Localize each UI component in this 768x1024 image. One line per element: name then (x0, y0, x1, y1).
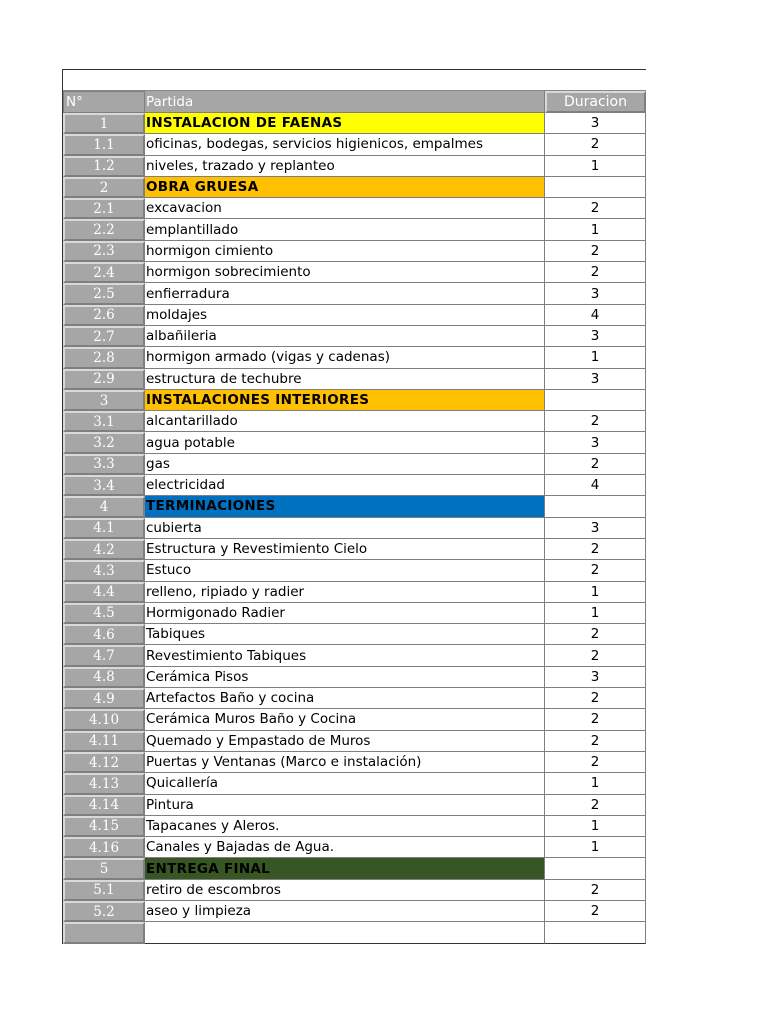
table-body (63, 113, 646, 944)
duracion-cell[interactable] (545, 390, 646, 411)
item-number-cell[interactable]: 1.2 (63, 156, 145, 177)
section-row (63, 496, 646, 517)
table-row (63, 369, 646, 390)
duracion-cell[interactable]: 2 (545, 198, 646, 219)
table-row (63, 432, 646, 453)
duracion-cell[interactable]: 3 (545, 432, 646, 453)
item-number-cell[interactable]: 3.2 (63, 432, 145, 453)
duracion-cell[interactable]: 2 (545, 731, 646, 752)
table-row (63, 582, 646, 603)
item-number-cell[interactable]: 2.7 (63, 326, 145, 347)
item-number-cell[interactable]: 2.3 (63, 241, 145, 262)
item-number-cell[interactable]: 3.3 (63, 454, 145, 475)
partida-cell[interactable]: INSTALACION DE FAENAS (145, 113, 545, 134)
section-row (63, 113, 646, 134)
table-row (63, 198, 646, 219)
item-number-cell[interactable]: 4.8 (63, 667, 145, 688)
partida-cell[interactable]: Quemado y Empastado de Muros (145, 731, 545, 752)
duracion-cell[interactable] (545, 922, 646, 943)
duracion-cell[interactable]: 1 (545, 603, 646, 624)
partida-cell[interactable]: hormigon armado (vigas y cadenas) (145, 347, 545, 368)
item-number-cell[interactable]: 2.8 (63, 347, 145, 368)
duracion-cell[interactable]: 2 (545, 539, 646, 560)
item-number-cell[interactable]: 5.2 (63, 901, 145, 922)
item-number-cell[interactable]: 3.4 (63, 475, 145, 496)
item-number-cell[interactable]: 4.2 (63, 539, 145, 560)
table-row (63, 795, 646, 816)
table-row (63, 752, 646, 773)
item-number-cell[interactable]: 1 (63, 113, 145, 134)
duracion-cell[interactable]: 2 (545, 241, 646, 262)
duracion-cell[interactable]: 2 (545, 880, 646, 901)
partida-cell[interactable]: cubierta (145, 518, 545, 539)
duracion-cell[interactable]: 4 (545, 475, 646, 496)
table-row (63, 347, 646, 368)
partida-cell[interactable]: Hormigonado Radier (145, 603, 545, 624)
item-number-cell[interactable]: 4.12 (63, 752, 145, 773)
duracion-cell[interactable]: 1 (545, 347, 646, 368)
section-row (63, 390, 646, 411)
duracion-cell[interactable]: 3 (545, 369, 646, 390)
item-number-cell[interactable]: 2.2 (63, 219, 145, 240)
table-row (63, 773, 646, 794)
duracion-cell[interactable]: 1 (545, 816, 646, 837)
partida-cell[interactable]: Estuco (145, 560, 545, 581)
duracion-cell[interactable]: 1 (545, 219, 646, 240)
partida-cell[interactable]: albañileria (145, 326, 545, 347)
partida-cell[interactable]: retiro de escombros (145, 880, 545, 901)
partida-cell[interactable]: OBRA GRUESA (145, 177, 545, 198)
duracion-cell[interactable]: 3 (545, 518, 646, 539)
table-row (63, 645, 646, 666)
table-row (63, 326, 646, 347)
item-number-cell[interactable]: 2.9 (63, 369, 145, 390)
blank-top-row[interactable] (63, 70, 646, 91)
partida-cell[interactable]: excavacion (145, 198, 545, 219)
item-number-cell[interactable]: 4.10 (63, 709, 145, 730)
duracion-cell[interactable]: 2 (545, 901, 646, 922)
item-number-cell[interactable]: 5 (63, 858, 145, 879)
table-row (63, 688, 646, 709)
item-number-cell[interactable]: 4.9 (63, 688, 145, 709)
table-row (63, 156, 646, 177)
partida-cell[interactable]: electricidad (145, 475, 545, 496)
partida-cell[interactable]: Quicallería (145, 773, 545, 794)
duracion-cell[interactable]: 1 (545, 773, 646, 794)
item-number-cell[interactable]: 4.3 (63, 560, 145, 581)
table-row (63, 731, 646, 752)
duracion-cell[interactable]: 3 (545, 113, 646, 134)
table-row (63, 667, 646, 688)
item-number-cell[interactable]: 4.4 (63, 582, 145, 603)
partida-cell[interactable]: Tabiques (145, 624, 545, 645)
item-number-cell[interactable]: 3 (63, 390, 145, 411)
partida-cell[interactable]: Cerámica Muros Baño y Cocina (145, 709, 545, 730)
partida-cell[interactable]: gas (145, 454, 545, 475)
header-num-cell[interactable]: N° (63, 91, 145, 113)
duracion-cell[interactable]: 2 (545, 624, 646, 645)
partida-cell[interactable]: TERMINACIONES (145, 496, 545, 517)
item-number-cell[interactable]: 2.1 (63, 198, 145, 219)
table-row (63, 454, 646, 475)
item-number-cell[interactable]: 2.6 (63, 305, 145, 326)
table-row (63, 219, 646, 240)
table-row (63, 901, 646, 922)
duracion-cell[interactable]: 2 (545, 134, 646, 155)
table-row (63, 539, 646, 560)
partida-cell[interactable]: emplantillado (145, 219, 545, 240)
partida-cell[interactable]: hormigon sobrecimiento (145, 262, 545, 283)
partida-cell[interactable]: relleno, ripiado y radier (145, 582, 545, 603)
duracion-cell[interactable]: 2 (545, 411, 646, 432)
partida-cell[interactable]: Artefactos Baño y cocina (145, 688, 545, 709)
item-number-cell[interactable]: 3.1 (63, 411, 145, 432)
duracion-cell[interactable]: 2 (545, 560, 646, 581)
section-row (63, 177, 646, 198)
table-row (63, 262, 646, 283)
table-row (63, 134, 646, 155)
table-row (63, 411, 646, 432)
partida-cell[interactable]: Canales y Bajadas de Agua. (145, 837, 545, 858)
table-row (63, 709, 646, 730)
item-number-cell[interactable]: 4.5 (63, 603, 145, 624)
table-row (63, 283, 646, 304)
table-row (63, 816, 646, 837)
partida-cell[interactable]: Puertas y Ventanas (Marco e instalación) (145, 752, 545, 773)
duracion-cell[interactable] (545, 858, 646, 879)
item-number-cell[interactable]: 4.7 (63, 645, 145, 666)
table-row (63, 241, 646, 262)
duracion-cell[interactable] (545, 496, 646, 517)
table-row (63, 475, 646, 496)
duracion-cell[interactable]: 4 (545, 305, 646, 326)
item-number-cell[interactable]: 2.5 (63, 283, 145, 304)
partida-cell[interactable]: moldajes (145, 305, 545, 326)
table-row (63, 603, 646, 624)
duracion-cell[interactable] (545, 177, 646, 198)
partida-cell[interactable]: Pintura (145, 795, 545, 816)
item-number-cell[interactable]: 4.6 (63, 624, 145, 645)
table-row (63, 880, 646, 901)
partida-cell[interactable]: INSTALACIONES INTERIORES (145, 390, 545, 411)
partida-cell[interactable] (145, 922, 545, 943)
partida-cell[interactable]: Cerámica Pisos (145, 667, 545, 688)
item-number-cell[interactable]: 4 (63, 496, 145, 517)
duracion-cell[interactable]: 2 (545, 262, 646, 283)
table-row (63, 624, 646, 645)
item-number-cell[interactable]: 4.1 (63, 518, 145, 539)
partida-cell[interactable]: estructura de techubre (145, 369, 545, 390)
partida-cell[interactable]: oficinas, bodegas, servicios higienicos, empalmes (145, 134, 545, 155)
spreadsheet-table (62, 69, 646, 944)
item-number-cell[interactable]: 2.4 (63, 262, 145, 283)
header-partida-cell[interactable]: Partida (145, 91, 545, 113)
table-row (63, 837, 646, 858)
partida-cell[interactable]: Revestimiento Tabiques (145, 645, 545, 666)
item-number-cell[interactable] (63, 922, 145, 943)
duracion-cell[interactable]: 3 (545, 326, 646, 347)
partida-cell[interactable]: agua potable (145, 432, 545, 453)
table-row (63, 560, 646, 581)
item-number-cell[interactable]: 4.11 (63, 731, 145, 752)
partida-cell[interactable]: hormigon cimiento (145, 241, 545, 262)
partida-cell[interactable]: ENTREGA FINAL (145, 858, 545, 879)
duracion-cell[interactable]: 1 (545, 837, 646, 858)
item-number-cell[interactable]: 2 (63, 177, 145, 198)
duracion-cell[interactable]: 1 (545, 156, 646, 177)
duracion-cell[interactable]: 3 (545, 283, 646, 304)
duracion-cell[interactable]: 2 (545, 752, 646, 773)
item-number-cell[interactable]: 4.16 (63, 837, 145, 858)
partida-cell[interactable]: Estructura y Revestimiento Cielo (145, 539, 545, 560)
table-row (63, 922, 646, 943)
duracion-cell[interactable]: 3 (545, 667, 646, 688)
table-row (63, 518, 646, 539)
partida-cell[interactable]: alcantarillado (145, 411, 545, 432)
header-row (63, 91, 646, 113)
header-duracion-cell[interactable]: Duracion (545, 91, 646, 113)
duracion-cell[interactable]: 2 (545, 688, 646, 709)
duracion-cell[interactable]: 2 (545, 454, 646, 475)
item-number-cell[interactable]: 4.13 (63, 773, 145, 794)
duracion-cell[interactable]: 2 (545, 645, 646, 666)
item-number-cell[interactable]: 5.1 (63, 880, 145, 901)
partida-cell[interactable]: aseo y limpieza (145, 901, 545, 922)
duracion-cell[interactable]: 2 (545, 709, 646, 730)
item-number-cell[interactable]: 4.14 (63, 795, 145, 816)
section-row (63, 858, 646, 879)
item-number-cell[interactable]: 4.15 (63, 816, 145, 837)
duracion-cell[interactable]: 2 (545, 795, 646, 816)
item-number-cell[interactable]: 1.1 (63, 134, 145, 155)
duracion-cell[interactable]: 1 (545, 582, 646, 603)
partida-cell[interactable]: niveles, trazado y replanteo (145, 156, 545, 177)
partida-cell[interactable]: enfierradura (145, 283, 545, 304)
partida-cell[interactable]: Tapacanes y Aleros. (145, 816, 545, 837)
table-row (63, 305, 646, 326)
